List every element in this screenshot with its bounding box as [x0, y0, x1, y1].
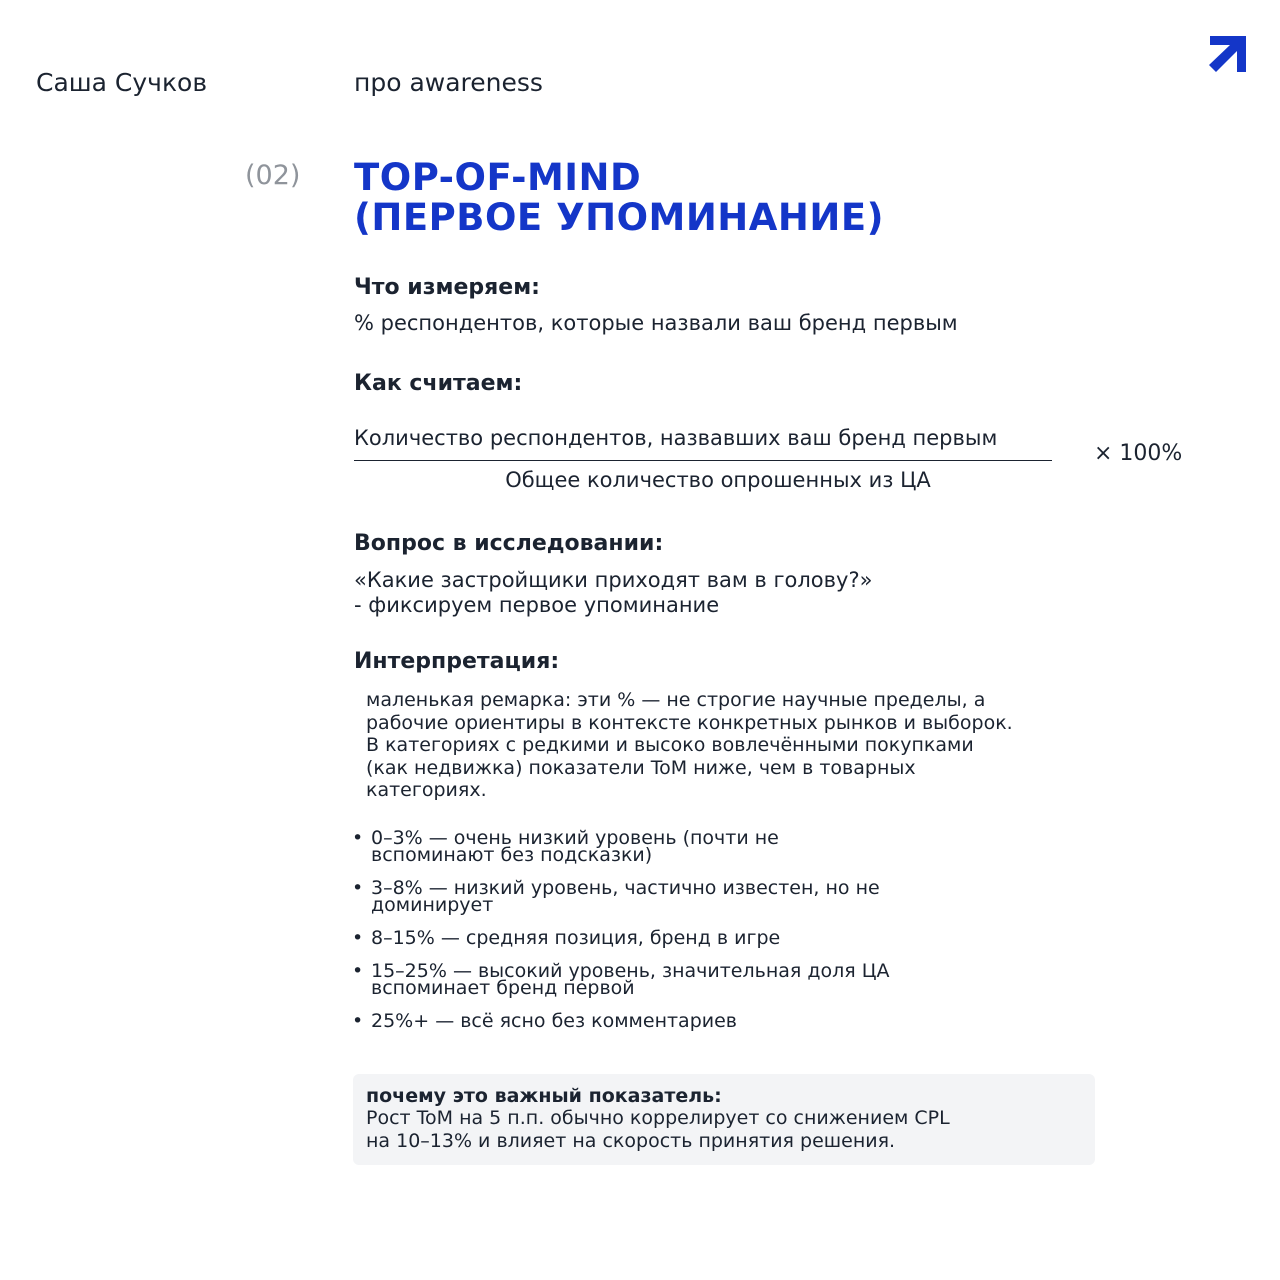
section-number: (02) [245, 160, 301, 191]
bullet-icon: • [352, 927, 364, 949]
measure-heading: Что измеряем: [354, 275, 540, 300]
fraction-line [354, 460, 1052, 461]
section-title-line: (ПЕРВОЕ УПОМИНАНИЕ) [354, 196, 885, 239]
list-item-text: 15–25% — высокий уровень, значительная доля ЦА [371, 960, 890, 982]
list-item-text: 0–3% — очень низкий уровень (почти не [371, 827, 779, 849]
list-item-text: вспоминают без подсказки) [371, 844, 653, 866]
remark-line: рабочие ориентиры в контексте конкретных рынков и выборок. [366, 711, 1013, 734]
formula-numerator: Количество респондентов, назвавших ваш бренд первым [354, 426, 998, 450]
list-item-text: вспоминает бренд первой [371, 977, 635, 999]
calculation-heading: Как считаем: [354, 371, 523, 396]
bullet-icon: • [352, 827, 364, 849]
remark-line: (как недвижка) показатели ToM ниже, чем в товарных [366, 756, 916, 779]
topic-label: про awareness [354, 68, 543, 97]
callout-text [366, 1107, 950, 1153]
formula-denominator: Общее количество опрошенных из ЦА [505, 468, 931, 492]
remark-line: категориях. [366, 779, 487, 801]
measure-text: % респондентов, которые назвали ваш бренд первым [354, 311, 958, 335]
author-name: Саша Сучков [36, 68, 208, 97]
interpretation-heading: Интерпретация: [354, 649, 560, 674]
question-heading: Вопрос в исследовании: [354, 531, 664, 556]
question-line: «Какие застройщики приходят вам в голову?» [354, 568, 873, 592]
list-item-text: 8–15% — средняя позиция, бренд в игре [371, 927, 781, 949]
remark-line: маленькая ремарка: эти % — не строгие научные пределы, а [366, 689, 986, 711]
interpretation-remark [366, 689, 1013, 802]
callout-line: Рост ToM на 5 п.п. обычно коррелирует со снижением CPL [366, 1107, 950, 1129]
remark-line: В категориях с редкими и высоко вовлечёнными покупками [366, 734, 974, 756]
bullet-icon: • [352, 877, 364, 899]
section-title-line: TOP-OF-MIND [354, 156, 642, 199]
question-line: - фиксируем первое упоминание [354, 593, 720, 617]
arrow-up-right-icon [1208, 36, 1246, 72]
list-item-text: 25%+ — всё ясно без комментариев [371, 1010, 738, 1032]
list-item-text: 3–8% — низкий уровень, частично известен, но не [371, 877, 880, 899]
bullet-icon: • [352, 1010, 364, 1032]
formula-multiplier: × 100% [1094, 441, 1183, 466]
callout-line: на 10–13% и влияет на скорость принятия решения. [366, 1130, 896, 1152]
bullet-icon: • [352, 960, 364, 982]
question-text [354, 568, 872, 618]
callout-title: почему это важный показатель: [366, 1085, 722, 1107]
list-item-text: доминирует [371, 894, 494, 916]
section-title [354, 158, 884, 238]
